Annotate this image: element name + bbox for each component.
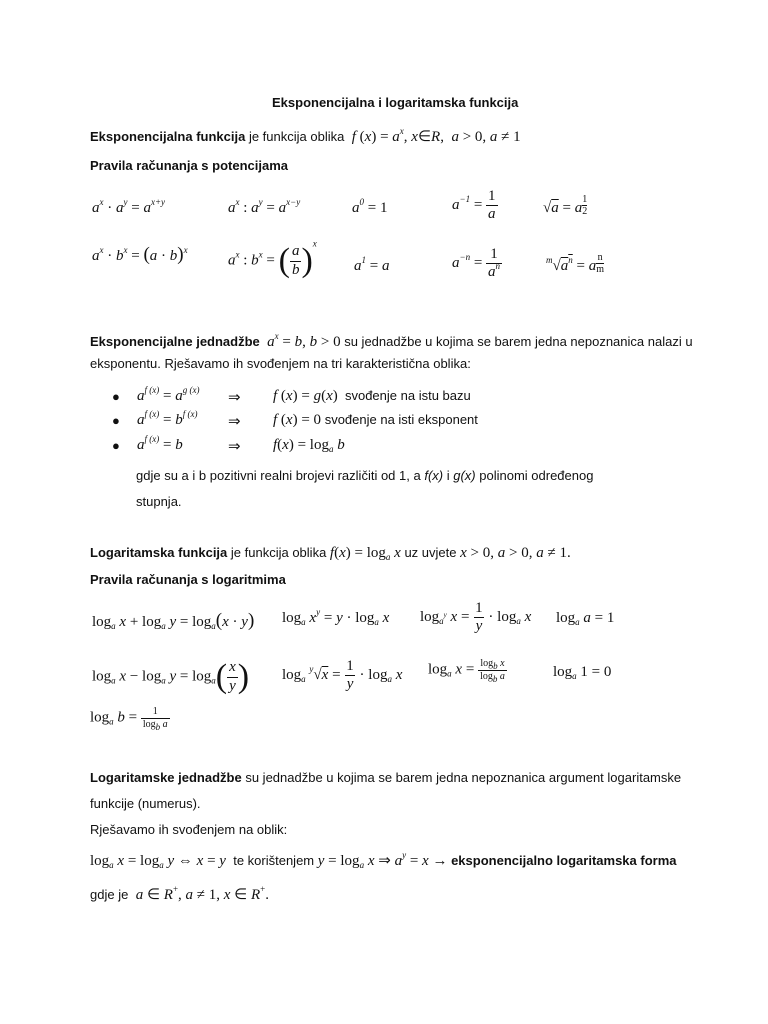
log-equation-conditions: gdje je a ∈ R+, a ≠ 1, x ∈ R+. — [90, 884, 269, 903]
exp-form-same-base: $a^{f (x)} = a^{g (x)}$ — [137, 385, 200, 404]
rule-product-same-exponent: $a^x \cdot b^x = (a \cdot b)^x$ — [92, 244, 188, 265]
rule-log-reciprocal: $\log_a b$ = $\frac{1}{\log_b a}$ — [90, 706, 168, 732]
rule-negative-n-exponent: $a^{-n}$ = $\frac{1}{a^n}$ — [452, 246, 501, 281]
exp-form-log-result: $f(x) = \log_a b$ — [273, 437, 345, 454]
rule-log-power: $\log_a x^y = y \cdot \log_a x$ — [282, 607, 390, 627]
exp-definition-text: je funkcija oblika — [248, 129, 345, 144]
log-equations-intro-2: funkcije (numerus). — [90, 796, 201, 811]
page-title: Eksponencijalna i logaritamska funkcija — [272, 95, 519, 110]
log-equations-intro: Logaritamske jednadžbe su jednadžbe u kojima se barem jedna nepoznanica argument logaritamske — [90, 770, 682, 785]
rule-log-difference: $\log_a x - \log_a y = \log_a$( $\frac{x}{y}$ ) — [92, 658, 250, 695]
bullet-icon: ● — [112, 413, 120, 428]
implies-icon: ⇒ — [228, 439, 241, 455]
exp-equations-note: gdje su a i b pozitivni realni brojevi različiti od 1, a f(x) i g(x) polinomi određenog — [136, 468, 594, 483]
implies-icon: ⇒ — [228, 414, 241, 430]
implies-icon: ⇒ — [228, 390, 241, 406]
exp-definition — [90, 127, 521, 146]
exp-equations-intro-2: eksponentu. Rješavamo ih svođenjem na tri karakteristična oblika: — [90, 356, 471, 371]
log-equations-intro-3: Rješavamo ih svođenjem na oblik: — [90, 822, 288, 837]
log-equation-form: $\log_a x = \log_a y$ ⇔ x = y te korištenjem $y = \log_a x$ ⇒ $a^y = x$ → eksponencijalno logaritamska forma — [90, 850, 677, 870]
exp-form-same-base-result: f (x) = g(x) svođenje na istu bazu — [273, 388, 471, 404]
bullet-icon: ● — [112, 389, 120, 404]
rule-square-root: √a = a $\frac{1}{2}$ — [543, 194, 588, 217]
exp-definition-term: Eksponencijalna funkcija — [90, 129, 246, 144]
log-rules-heading: Pravila računanja s logaritmima — [90, 572, 286, 587]
exp-form-same-exponent-result: f (x) = 0 svođenje na isti eksponent — [273, 412, 478, 428]
rule-log-one: $\log_a 1 = 0$ — [553, 664, 612, 681]
rule-nth-root: $^m√a^n = a$ $\frac{n}{m}$ — [546, 252, 604, 275]
exp-form-same-exponent: $a^{f (x)} = b^{f (x)}$ — [137, 409, 198, 428]
rule-first-exponent: $a^1 = a$ — [354, 255, 390, 274]
exp-definition-formula: f $(x) = a^x$, x∈R, a > 0, a ≠ 1 — [347, 126, 521, 145]
exp-equations-note-2: stupnja. — [136, 494, 182, 509]
rule-log-base-power: $\log_{a^y} x$ = $\frac{1}{y}$ · $\log_a x$ — [420, 600, 532, 635]
rule-log-change-base: $\log_a x$ = $\frac{\log_b x}{\log_b a}$ — [428, 658, 505, 684]
rule-log-base-self: $\log_a a = 1$ — [556, 610, 615, 627]
rule-log-sum: $\log_a x + \log_a y = \log_a(x \cdot y)$ — [92, 610, 255, 631]
rule-zero-exponent: $a^0 = 1$ — [352, 197, 388, 216]
rule-log-root: $\log_a ^y√x$ = $\frac{1}{y}$ · $\log_a x$ — [282, 658, 403, 693]
rule-quotient-same-exponent: $a^x$ : $b^x$ = ( $\frac{a}{b}$ )$^x$ — [228, 238, 317, 279]
log-definition: Logaritamska funkcija je funkcija oblika $f(x) = \log_a x$ uz uvjete x > 0, a > 0, a ≠ 1. — [90, 545, 571, 562]
rule-quotient-same-base: $a^x$ : $a^y = a^{x-y}$ — [228, 197, 301, 216]
rule-product-same-base: $a^x \cdot a^y = a^{x+y}$ — [92, 197, 166, 216]
exp-equations-intro: Eksponencijalne jednadžbe $a^x = b$, b > 0 su jednadžbe u kojima se barem jedna nepoznanica nalazi u — [90, 331, 693, 350]
exp-form-log: $a^{f (x)} = b$ — [137, 434, 183, 453]
bullet-icon: ● — [112, 438, 120, 453]
rule-negative-one-exponent: $a^{-1}$ = $\frac{1}{a}$ — [452, 188, 496, 223]
exp-rules-heading: Pravila računanja s potencijama — [90, 158, 288, 173]
